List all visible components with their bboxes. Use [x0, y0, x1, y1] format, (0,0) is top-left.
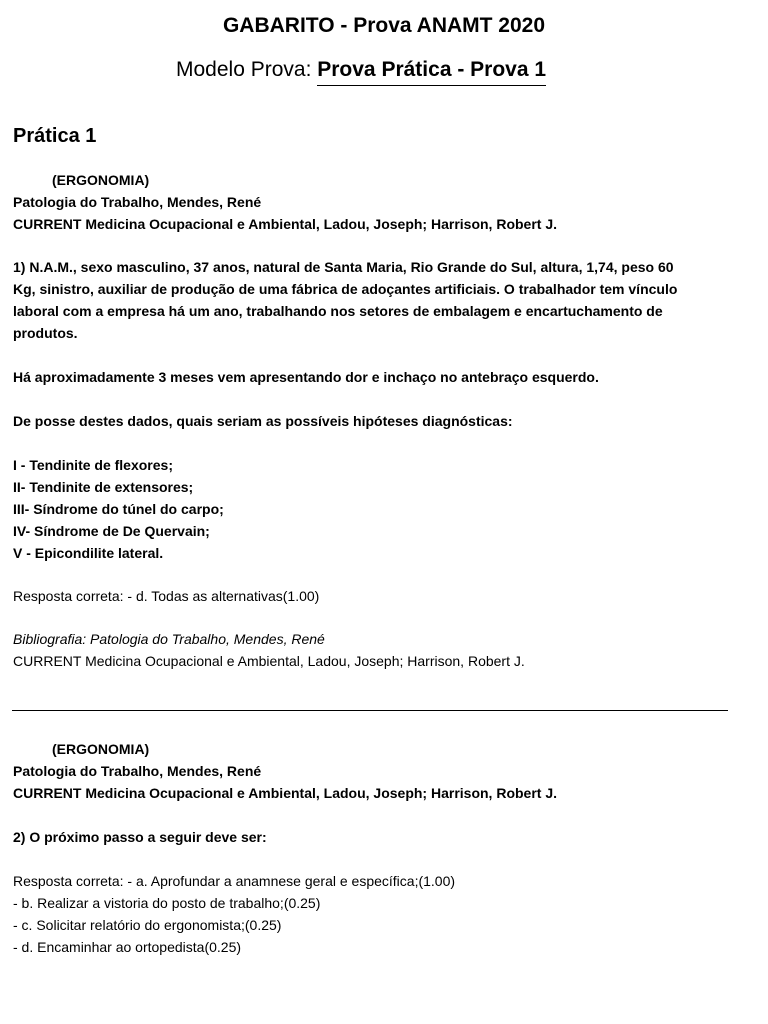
question-1-category: (ERGONOMIA) — [52, 172, 150, 188]
question-1-stem-line: Kg, sinistro, auxiliar de produção de uma fábrica de adoçantes artificiais. O trabalhador tem vínculo — [13, 281, 678, 297]
question-1-ref-2: CURRENT Medicina Ocupacional e Ambiental, Ladou, Joseph; Harrison, Robert J. — [13, 216, 558, 232]
answer-item: Resposta correta: - a. Aprofundar a anamnese geral e específica;(1.00) — [13, 873, 456, 889]
answer-item: - c. Solicitar relatório do ergonomista;(0.25) — [13, 917, 282, 933]
exam-model-value: Prova Prática - Prova 1 — [317, 56, 546, 86]
answer-item: - d. Encaminhar ao ortopedista(0.25) — [13, 939, 242, 955]
question-1-bibliography — [13, 628, 753, 672]
option-item: I - Tendinite de flexores; — [13, 457, 173, 473]
question-1-answer: Resposta correta: - d. Todas as alternativas(1.00) — [13, 588, 320, 604]
question-1-stem-line: produtos. — [13, 325, 78, 341]
question-2-answers — [13, 870, 753, 958]
answer-item: - b. Realizar a vistoria do posto de trabalho;(0.25) — [13, 895, 321, 911]
question-2-ref-2: CURRENT Medicina Ocupacional e Ambiental, Ladou, Joseph; Harrison, Robert J. — [13, 785, 558, 801]
question-2-references — [13, 738, 753, 804]
question-1-references — [13, 169, 753, 235]
bibliography-line-1: Bibliografia: Patologia do Trabalho, Mendes, René — [13, 631, 325, 647]
section-title: Prática 1 — [13, 125, 97, 147]
option-item: III- Síndrome do túnel do carpo; — [13, 501, 224, 517]
question-1-symptom: Há aproximadamente 3 meses vem apresentando dor e inchaço no antebraço esquerdo. — [13, 369, 599, 385]
question-1-stem-line: 1) N.A.M., sexo masculino, 37 anos, natural de Santa Maria, Rio Grande do Sul, altura, 1,74, peso 60 — [13, 259, 674, 275]
exam-model-line — [176, 56, 546, 86]
document-title: GABARITO - Prova ANAMT 2020 — [222, 14, 546, 37]
option-item: II- Tendinite de extensores; — [13, 479, 194, 495]
exam-model-label: Modelo Prova: — [176, 58, 318, 81]
question-1-ref-1: Patologia do Trabalho, Mendes, René — [13, 194, 262, 210]
question-2-category: (ERGONOMIA) — [52, 741, 150, 757]
option-item: IV- Síndrome de De Quervain; — [13, 523, 210, 539]
question-1-prompt: De posse destes dados, quais seriam as possíveis hipóteses diagnósticas: — [13, 413, 513, 429]
question-1-options — [13, 454, 753, 564]
question-1-stem-line: laboral com a empresa há um ano, trabalhando nos setores de embalagem e encartuchamento de — [13, 303, 663, 319]
bibliography-line-2: CURRENT Medicina Ocupacional e Ambiental, Ladou, Joseph; Harrison, Robert J. — [13, 653, 525, 669]
section-divider — [12, 710, 728, 711]
option-item: V - Epicondilite lateral. — [13, 545, 164, 561]
question-2-prompt: 2) O próximo passo a seguir deve ser: — [13, 829, 267, 845]
question-1-stem — [13, 256, 753, 344]
question-2-ref-1: Patologia do Trabalho, Mendes, René — [13, 763, 262, 779]
